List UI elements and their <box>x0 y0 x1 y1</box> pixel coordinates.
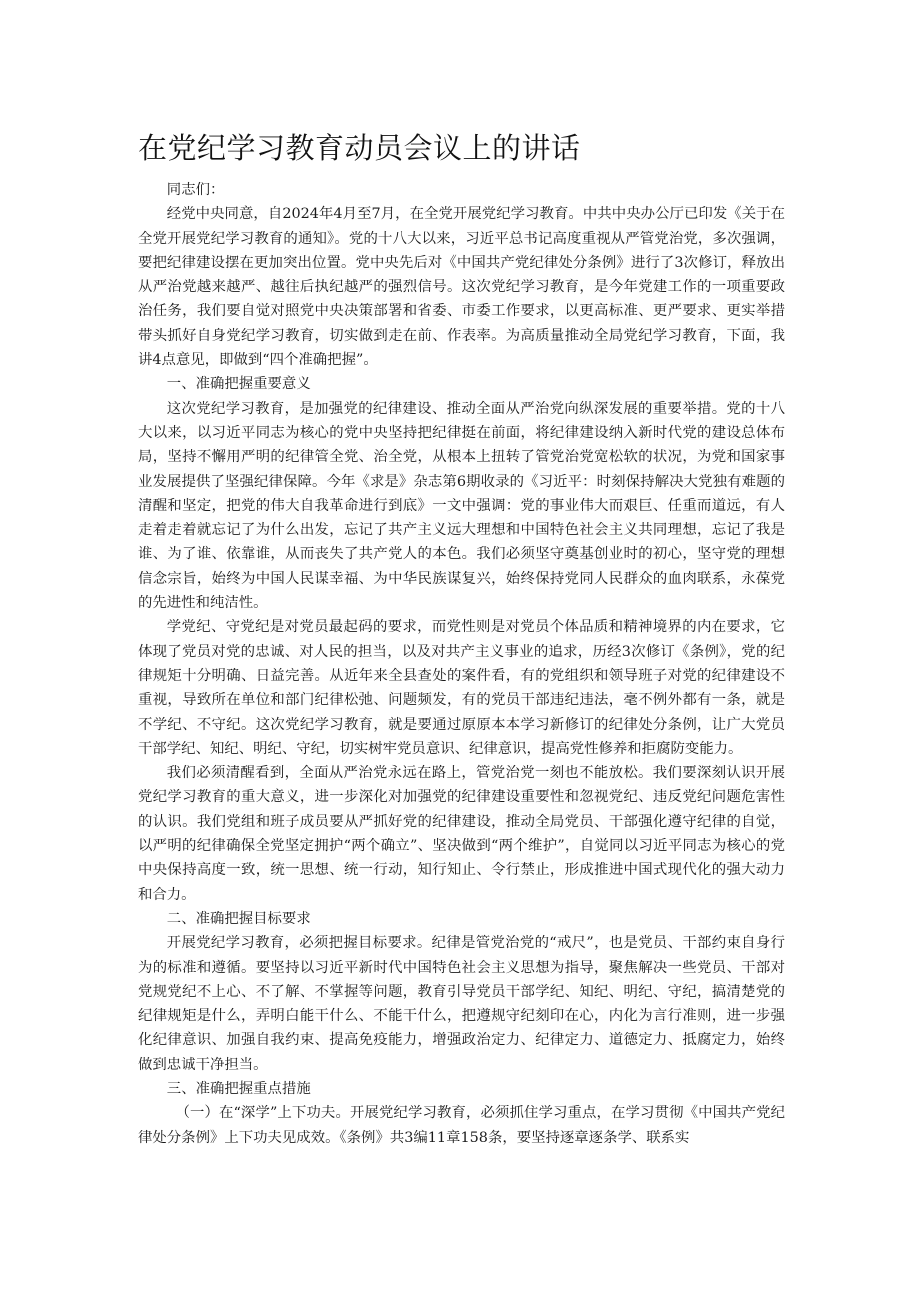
paragraph-measure-1: （一）在“深学”上下功夫。开展党纪学习教育，必须抓住学习重点，在学习贯彻《中国共产党纪律处分条例》上下功夫见成效。《条例》共3编11章158条，要坚持逐章逐条学、联系实 <box>138 1105 785 1146</box>
section-heading-3: 三、准确把握重点措施 <box>166 1080 311 1097</box>
paragraph-intro: 经党中央同意，自2024年4月至7月，在全党开展党纪学习教育。中共中央办公厅已印发《关于在全党开展党纪学习教育的通知》。党的十八大以来，习近平总书记高度重视从严管党治党，多次强调，要把纪律建设摆在更加突出位置。党中央先后对《中国共产党纪律处分条例》进行了3次修订，释放出从严治党越来越严、越往后执纪越严的强烈信号。这次党纪学习教育，是今年党建工作的一项重要政治任务，我们要自觉对照党中央决策部署和省委、市委工作要求，以更高标准、更严要求、更实举措带头抓好自身党纪学习教育，切实做到走在前、作表率。为高质量推动全局党纪学习教育，下面，我讲4点意见，即做到“四个准确把握”。 <box>138 206 785 369</box>
greeting: 同志们： <box>166 182 225 198</box>
document-page <box>138 128 785 1150</box>
paragraph-awareness: 我们必须清醒看到，全面从严治党永远在路上，管党治党一刻也不能放松。我们要深刻认识开展党纪学习教育的重大意义，进一步深化对加强党的纪律建设重要性和忽视党纪、违反党纪问题危害性的认识。我们党组和班子成员要从严抓好党的纪律建设，推动全局党员、干部强化遵守纪律的自觉，以严明的纪律确保全党坚定拥护“两个确立”、坚决做到“两个维护”，自觉同以习近平同志为核心的党中央保持高度一致，统一思想、统一行动，知行知止、令行禁止，形成推进中国式现代化的强大动力和合力。 <box>138 765 785 903</box>
paragraph-goals: 开展党纪学习教育，必须把握目标要求。纪律是管党治党的“戒尺”，也是党员、干部约束自身行为的标准和遵循。要坚持以习近平新时代中国特色社会主义思想为指导，聚焦解决一些党员、干部对党规党纪不上心、不了解、不掌握等问题，教育引导党员干部学纪、知纪、明纪、守纪，搞清楚党的纪律规矩是什么，弄明白能干什么、不能干什么，把遵规守纪刻印在心，内化为言行准则，进一步强化纪律意识、加强自我约束、提高免疫能力，增强政治定力、纪律定力、道德定力、抵腐定力，始终做到忠诚干净担当。 <box>138 935 785 1073</box>
paragraph-party-discipline: 学党纪、守党纪是对党员最起码的要求，而党性则是对党员个体品质和精神境界的内在要求，它体现了党员对党的忠诚、对人民的担当，以及对共产主义事业的追求，历经3次修订《条例》，党的纪律规矩十分明确、日益完善。从近年来全县查处的案件看，有的党组织和领导班子对党的纪律建设不重视，导致所在单位和部门纪律松弛、问题频发，有的党员干部违纪违法，毫不例外都有一条，就是不学纪、不守纪。这次党纪学习教育，就是要通过原原本本学习新修订的纪律处分条例，让广大党员干部学纪、知纪、明纪、守纪，切实树牢党员意识、纪律意识，提高党性修养和拒腐防变能力。 <box>138 619 785 757</box>
section-heading-2: 二、准确把握目标要求 <box>166 910 311 927</box>
document-title: 在党纪学习教育动员会议上的讲话 <box>138 131 581 165</box>
document-body <box>138 178 785 1150</box>
section-heading-1: 一、准确把握重要意义 <box>166 376 311 393</box>
paragraph-significance: 这次党纪学习教育，是加强党的纪律建设、推动全面从严治党向纵深发展的重要举措。党的十八大以来，以习近平同志为核心的党中央坚持把纪律挺在前面，将纪律建设纳入新时代党的建设总体布局，坚持不懈用严明的纪律管全党、治全党，从根本上扭转了管党治党宽松软的状况，为党和国家事业发展提供了坚强纪律保障。今年《求是》杂志第6期收录的《习近平：时刻保持解决大党独有难题的清醒和坚定，把党的伟大自我革命进行到底》一文中强调：党的事业伟大而艰巨、任重而道远，有人走着走着就忘记了为什么出发，忘记了共产主义远大理想和中国特色社会主义共同理想，忘记了我是谁、为了谁、依靠谁，从而丧失了共产党人的本色。我们必须坚守奠基创业时的初心，坚守党的理想信念宗旨，始终为中国人民谋幸福、为中华民族谋复兴，始终保持党同人民群众的血肉联系，永葆党的先进性和纯洁性。 <box>138 400 785 612</box>
